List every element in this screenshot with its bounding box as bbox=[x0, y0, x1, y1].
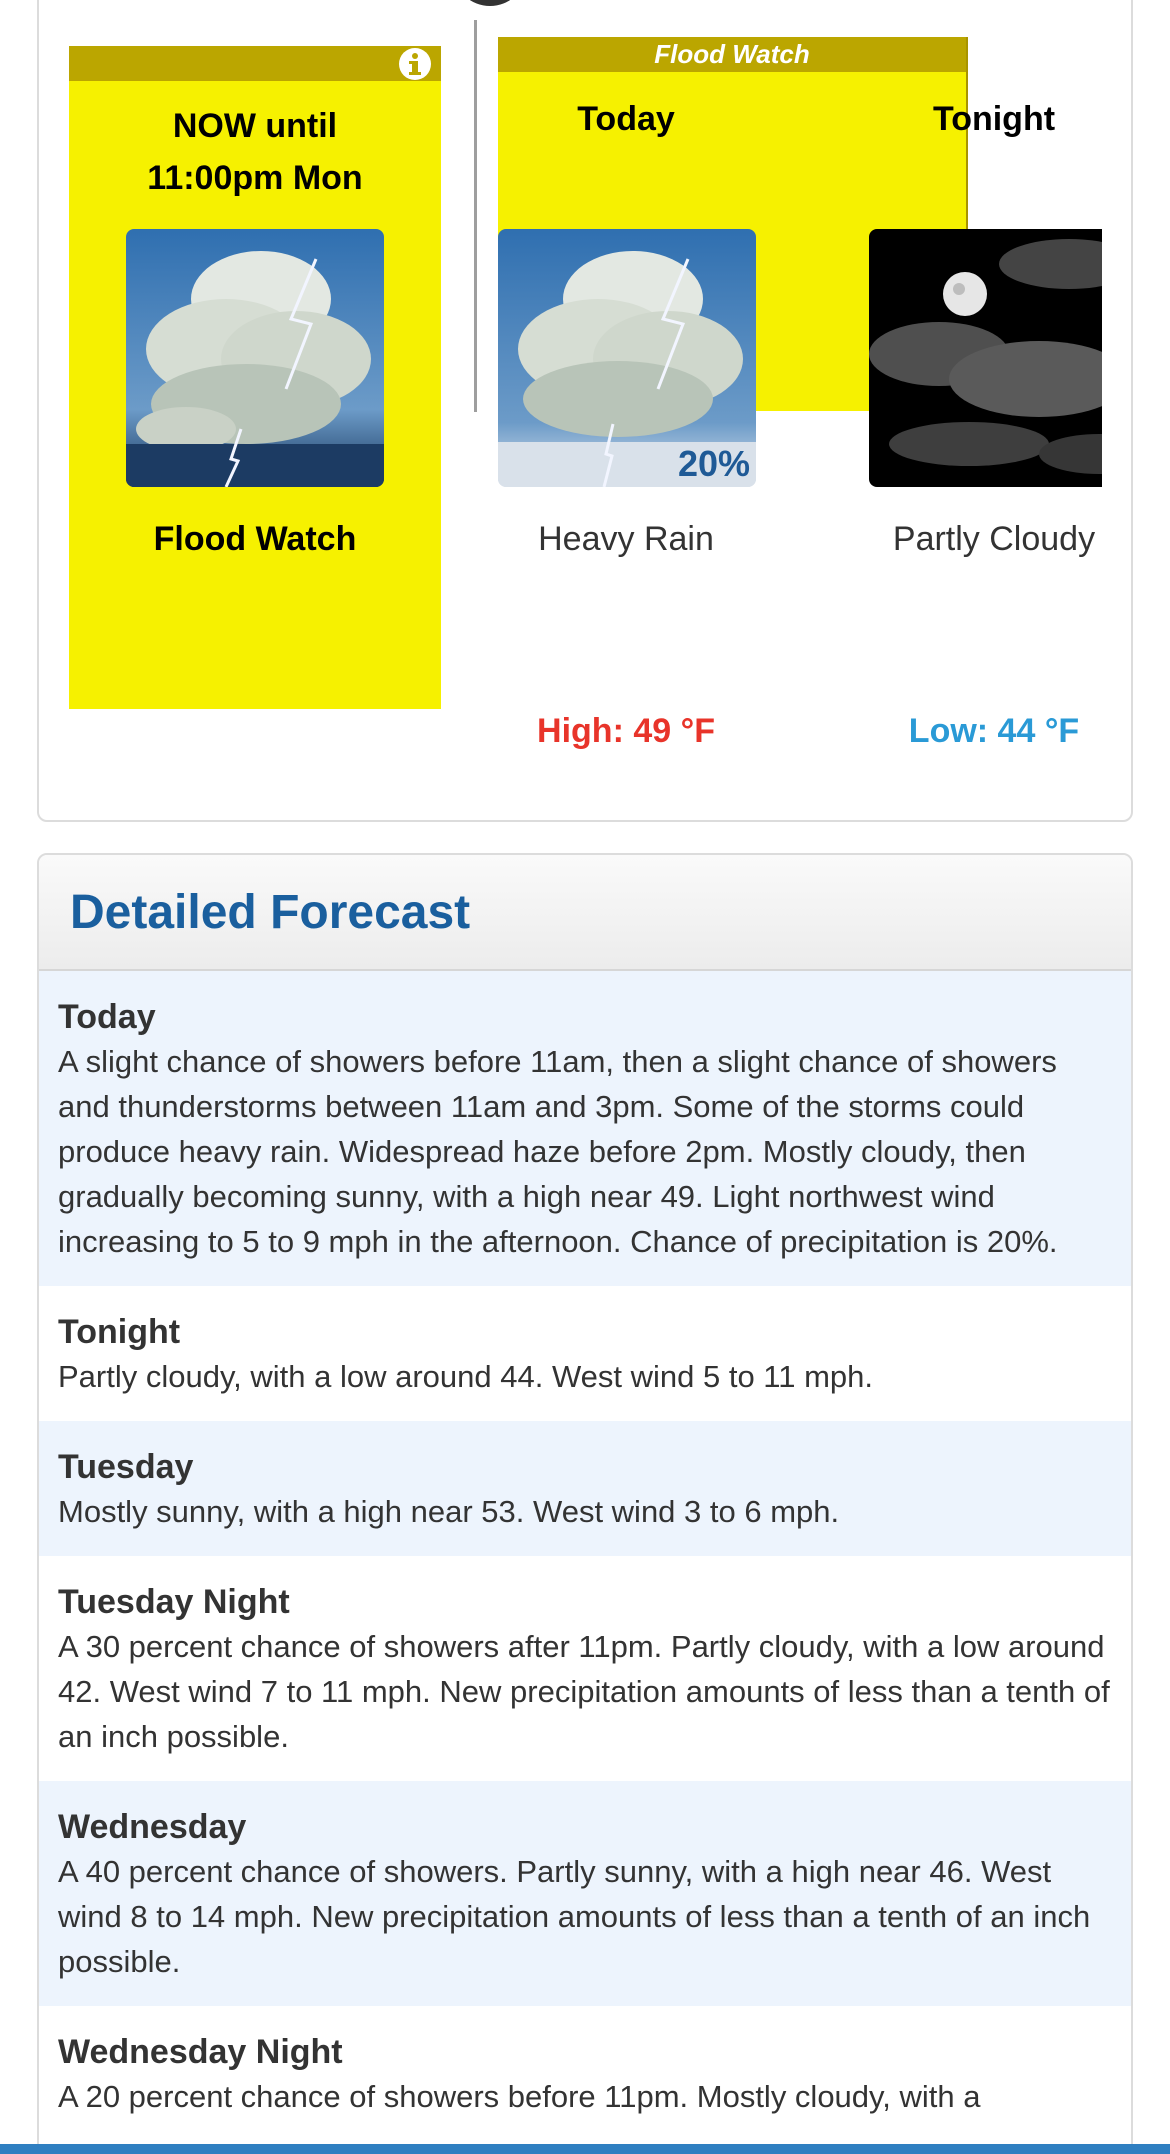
precip-chance-badge: 20% bbox=[677, 443, 750, 484]
forecast-row-label: Wednesday bbox=[58, 1808, 247, 1846]
forecast-row bbox=[39, 971, 1131, 1286]
forecast-row-text: A 40 percent chance of showers. Partly sunny, with a high near 46. West wind 8 to 14 mph. New precipitation amounts of less than a tenth of an inch possible. bbox=[58, 1854, 1091, 1979]
forecast-row-text: Mostly sunny, with a high near 53. West wind 3 to 6 mph. bbox=[58, 1494, 840, 1529]
forecast-row-label: Tonight bbox=[58, 1313, 181, 1351]
detailed-forecast-title: Detailed Forecast bbox=[70, 886, 471, 939]
detailed-forecast-panel bbox=[37, 853, 1133, 2154]
forecast-row-label: Tuesday Night bbox=[58, 1583, 290, 1621]
hazard-duration-line2: 11:00pm Mon bbox=[147, 159, 363, 197]
forecast-row bbox=[39, 1781, 1131, 2006]
forecast-row bbox=[39, 2006, 1131, 2141]
period-temperature: Low: 44 °F bbox=[908, 712, 1080, 750]
forecast-row-label: Wednesday Night bbox=[58, 2033, 343, 2071]
hazard-duration bbox=[69, 100, 441, 204]
partly-cloudy-night-icon bbox=[869, 229, 1102, 487]
info-icon[interactable] bbox=[387, 46, 441, 81]
flood-watch-band-label: Flood Watch bbox=[498, 37, 966, 72]
detailed-forecast-header bbox=[39, 855, 1131, 971]
thunderstorm-icon bbox=[126, 229, 384, 487]
hazard-card[interactable] bbox=[69, 46, 441, 709]
forecast-row-text: A 20 percent chance of showers before 11pm. Mostly cloudy, with a bbox=[58, 2079, 981, 2114]
hazard-label: Flood Watch bbox=[153, 520, 357, 558]
hazard-card-bar bbox=[69, 46, 441, 81]
period-tonight[interactable] bbox=[830, 0, 1102, 760]
hazard-duration-line1: NOW until bbox=[172, 107, 338, 145]
forecast-row-label: Today bbox=[58, 998, 156, 1036]
forecast-row bbox=[39, 1556, 1131, 1781]
thunderstorm-icon bbox=[498, 229, 756, 487]
forecast-row bbox=[39, 1286, 1131, 1421]
forecast-row bbox=[39, 1421, 1131, 1556]
period-short-forecast: Partly Cloudy bbox=[892, 520, 1096, 558]
period-tonight-clip bbox=[830, 0, 1102, 820]
forecast-row-text: A slight chance of showers before 11am, then a slight chance of showers and thunderstorms between 11am and 3pm. Some of the storms could produce heavy rain. Widespread haze before 2pm. Mostly cloudy, then gradually becoming sunny, with a high near 49. Light northwest wind increasing to 5 to 9 mph in the afternoon. Chance of precipitation is 20%. bbox=[58, 1044, 1058, 1259]
period-temperature: High: 49 °F bbox=[537, 712, 715, 750]
period-short-forecast: Heavy Rain bbox=[538, 520, 714, 558]
period-name: Today bbox=[577, 100, 675, 138]
period-today[interactable] bbox=[461, 0, 791, 760]
forecast-row-text: Partly cloudy, with a low around 44. West wind 5 to 11 mph. bbox=[58, 1359, 874, 1394]
period-name: Tonight bbox=[932, 100, 1056, 138]
bottom-nav-bar bbox=[0, 2144, 1170, 2154]
forecast-row-text: A 30 percent chance of showers after 11pm. Partly cloudy, with a low around 42. West wind 7 to 11 mph. New precipitation amounts of less than a tenth of an inch possible. bbox=[58, 1629, 1110, 1754]
forecast-row-label: Tuesday bbox=[58, 1448, 194, 1486]
